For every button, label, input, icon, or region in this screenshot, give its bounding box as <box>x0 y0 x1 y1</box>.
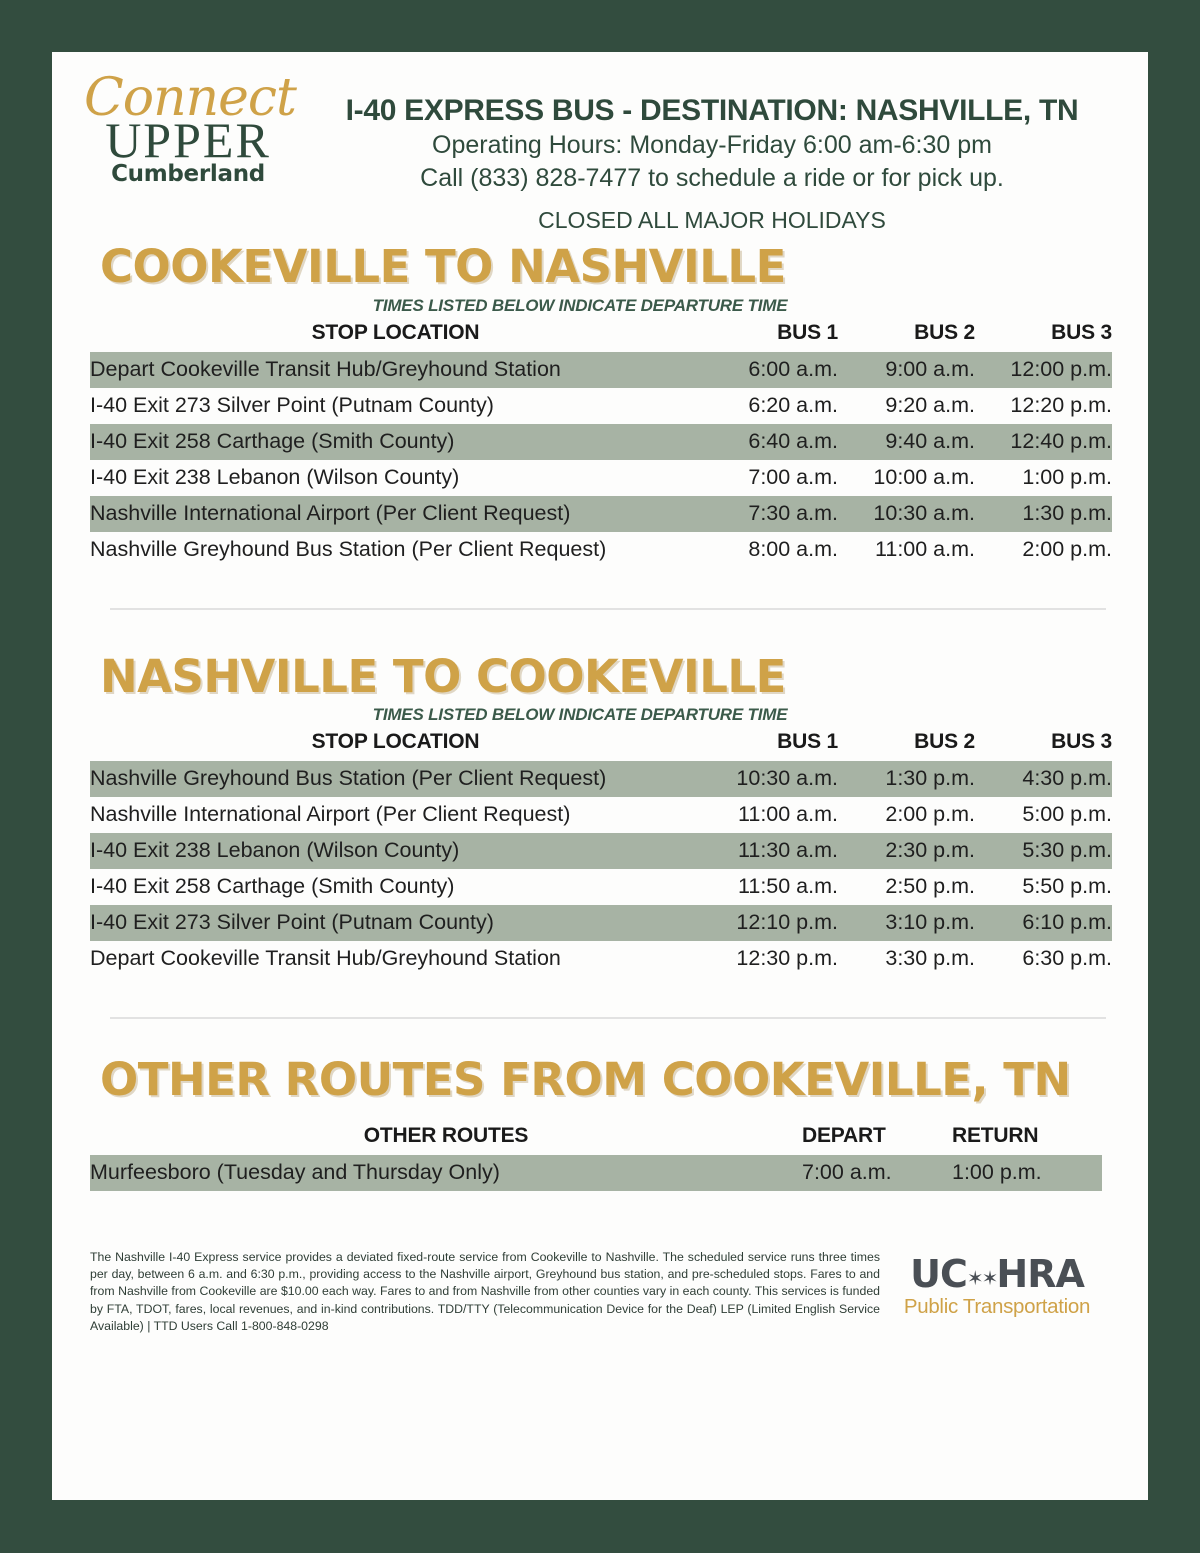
bus3-time: 12:40 p.m. <box>975 424 1112 460</box>
table-row <box>90 797 1112 833</box>
bus1-time: 8:00 a.m. <box>748 536 838 561</box>
table-row <box>90 460 1112 496</box>
header-return: RETURN <box>952 1123 1039 1147</box>
table-row <box>90 424 1112 460</box>
bus2-time: 10:00 a.m. <box>873 464 975 489</box>
star-icon: ✶✶ <box>966 1265 997 1290</box>
flyer-page <box>52 52 1148 1500</box>
stop-name: Nashville Greyhound Bus Station (Per Client Request) <box>90 536 607 561</box>
schedule-table-outbound <box>90 316 1112 568</box>
bus2-time: 2:30 p.m. <box>838 833 975 869</box>
bus2-time: 2:50 p.m. <box>885 874 975 898</box>
header-bus-2: BUS 2 <box>914 320 975 344</box>
bus3-time: 5:00 p.m. <box>1022 802 1112 826</box>
table-row <box>90 1155 1102 1191</box>
bus3-time: 6:10 p.m. <box>975 905 1112 941</box>
schedule-table-inbound <box>90 725 1112 977</box>
header-stop-location: STOP LOCATION <box>311 320 480 344</box>
stop-name: I-40 Exit 238 Lebanon (Wilson County) <box>90 833 701 869</box>
stop-name: Nashville International Airport (Per Client Request) <box>90 802 571 826</box>
header-bus-1: BUS 1 <box>777 730 838 753</box>
bus3-time: 4:30 p.m. <box>975 761 1112 797</box>
depart-time: 7:00 a.m. <box>802 1155 952 1191</box>
section-nashville-to-cookeville <box>52 649 1148 978</box>
bus1-time: 7:30 a.m. <box>701 496 838 532</box>
uchra-tagline: Public Transportation <box>903 1295 1091 1319</box>
bus2-time: 11:00 a.m. <box>875 536 975 561</box>
bus2-time: 1:30 p.m. <box>838 761 975 797</box>
section-cookeville-to-nashville <box>52 242 1148 568</box>
section1-subtitle: TIMES LISTED BELOW INDICATE DEPARTURE TIME <box>372 295 788 315</box>
divider-2 <box>110 1017 1106 1019</box>
table-row <box>90 941 1112 977</box>
bus1-time: 10:30 a.m. <box>701 761 838 797</box>
disclaimer-text: The Nashville I-40 Express service provides a deviated fixed-route service from Cookeville to Nashville. The scheduled service runs three times per day, between 6 a.m. and 6:30 p.m., providing access to the Nashville airport, Greyhound bus station, and pre-scheduled stops. Fares to and from Nashville from Cookeville are $10.00 each way. Fares to and from Nashville from other counties vary in each county. This services is funded by FTA, TDOT, fares, local revenues, and in-kind contributions. TDD/TTY (Telecommunication Device for the Deaf) LEP (Limited English Service Available) | TTD Users Call 1-800-848-0298 <box>90 1249 880 1334</box>
bus3-time: 1:30 p.m. <box>975 496 1112 532</box>
table-header-row <box>90 1119 1102 1155</box>
bus1-time: 6:40 a.m. <box>701 424 838 460</box>
stop-name: I-40 Exit 273 Silver Point (Putnam County) <box>90 392 494 417</box>
header-text-block <box>302 94 1122 236</box>
other-routes-table <box>90 1119 1102 1191</box>
bus1-time: 12:30 p.m. <box>736 946 838 970</box>
bus3-time: 1:00 p.m. <box>1022 464 1112 489</box>
header-bus-1: BUS 1 <box>777 320 838 344</box>
table-row <box>90 496 1112 532</box>
table-row <box>90 869 1112 905</box>
document-footer <box>52 1249 1148 1336</box>
stop-name: I-40 Exit 238 Lebanon (Wilson County) <box>90 464 460 489</box>
bus3-time: 12:00 p.m. <box>975 352 1112 388</box>
stop-name: I-40 Exit 273 Silver Point (Putnam County) <box>90 905 701 941</box>
bus3-time: 5:50 p.m. <box>1022 874 1112 898</box>
table-row <box>90 905 1112 941</box>
logo-cumberland-text: Cumberland <box>111 160 265 187</box>
header-bus-3: BUS 3 <box>1051 730 1112 753</box>
document-header <box>52 52 1148 242</box>
return-time: 1:00 p.m. <box>952 1155 1102 1191</box>
closed-holidays-notice: CLOSED ALL MAJOR HOLIDAYS <box>538 207 886 233</box>
header-other-routes: OTHER ROUTES <box>363 1123 529 1147</box>
section1-title: COOKEVILLE TO NASHVILLE <box>100 240 786 293</box>
route-name: Murfeesboro (Tuesday and Thursday Only) <box>90 1155 802 1191</box>
stop-name: I-40 Exit 258 Carthage (Smith County) <box>90 874 455 898</box>
bus1-time: 11:50 a.m. <box>738 874 838 898</box>
stop-name: Depart Cookeville Transit Hub/Greyhound Station <box>90 352 701 388</box>
bus2-time: 9:40 a.m. <box>838 424 975 460</box>
table-header-row <box>90 725 1112 761</box>
section2-subtitle: TIMES LISTED BELOW INDICATE DEPARTURE TIME <box>372 705 788 724</box>
logo-upper-text: UPPER <box>105 112 271 169</box>
uchra-logo <box>886 1249 1108 1320</box>
stop-name: Depart Cookeville Transit Hub/Greyhound Station <box>90 946 561 970</box>
page-title: I-40 EXPRESS BUS - DESTINATION: NASHVILLE, TN <box>345 94 1079 127</box>
section-other-routes <box>52 1055 1148 1191</box>
header-bus-2: BUS 2 <box>914 730 975 753</box>
bus1-time: 6:00 a.m. <box>701 352 838 388</box>
bus3-time: 2:00 p.m. <box>1022 536 1112 561</box>
stop-name: Nashville Greyhound Bus Station (Per Client Request) <box>90 761 701 797</box>
bus1-time: 11:00 a.m. <box>738 802 838 826</box>
stop-name: Nashville International Airport (Per Client Request) <box>90 496 701 532</box>
header-stop-location: STOP LOCATION <box>311 730 480 753</box>
bus1-time: 12:10 p.m. <box>701 905 838 941</box>
header-bus-3: BUS 3 <box>1051 320 1112 344</box>
divider-1 <box>110 608 1106 610</box>
uchra-hra-text: HRA <box>996 1251 1084 1296</box>
section3-title: OTHER ROUTES FROM COOKEVILLE, TN <box>100 1053 1071 1106</box>
table-header-row <box>90 316 1112 352</box>
section2-title: NASHVILLE TO COOKEVILLE <box>100 649 786 703</box>
call-to-schedule: Call (833) 828-7477 to schedule a ride or for pick up. <box>420 164 1004 193</box>
bus3-time: 12:20 p.m. <box>1010 392 1112 417</box>
bus2-time: 3:30 p.m. <box>885 946 975 970</box>
uchra-wordmark <box>886 1251 1108 1296</box>
uchra-uc-text: UC <box>910 1251 967 1296</box>
bus3-time: 6:30 p.m. <box>1022 946 1112 970</box>
bus2-time: 9:00 a.m. <box>838 352 975 388</box>
bus1-time: 7:00 a.m. <box>748 464 838 489</box>
connect-upper-cumberland-logo <box>84 68 296 194</box>
table-row <box>90 352 1112 388</box>
bus1-time: 6:20 a.m. <box>748 392 838 417</box>
bus2-time: 2:00 p.m. <box>885 802 975 826</box>
bus3-time: 5:30 p.m. <box>975 833 1112 869</box>
stop-name: I-40 Exit 258 Carthage (Smith County) <box>90 424 701 460</box>
table-row <box>90 532 1112 568</box>
table-row <box>90 833 1112 869</box>
table-row <box>90 761 1112 797</box>
bus2-time: 9:20 a.m. <box>885 392 975 417</box>
table-row <box>90 388 1112 424</box>
bus1-time: 11:30 a.m. <box>701 833 838 869</box>
logo-connect-text: Connect <box>84 68 296 128</box>
header-depart: DEPART <box>802 1123 886 1147</box>
operating-hours: Operating Hours: Monday-Friday 6:00 am-6:30 pm <box>432 130 992 159</box>
bus2-time: 10:30 a.m. <box>838 496 975 532</box>
bus2-time: 3:10 p.m. <box>838 905 975 941</box>
